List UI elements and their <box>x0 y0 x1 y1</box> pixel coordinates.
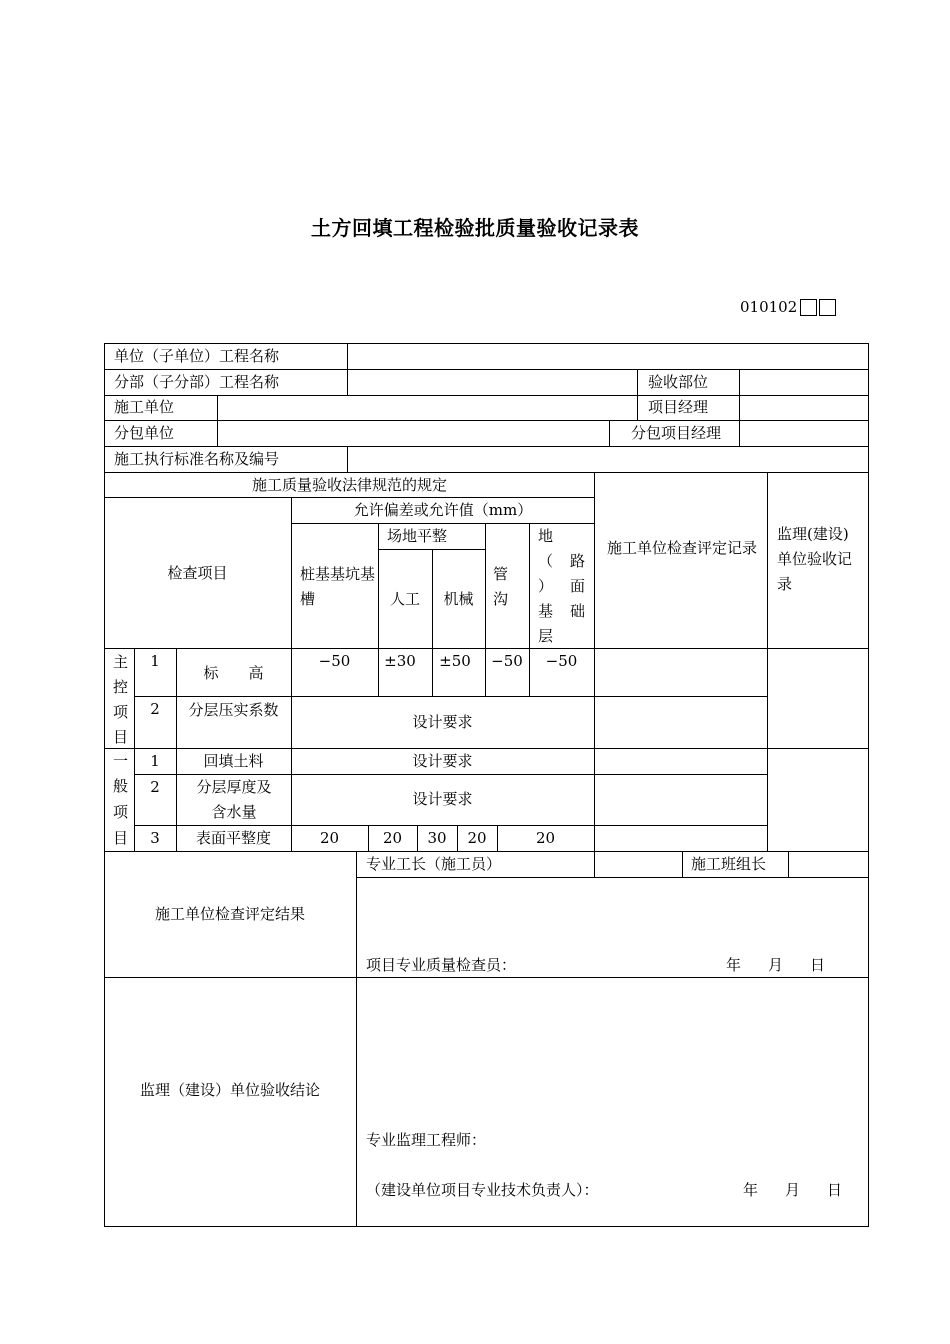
general-item-2-no: 2 <box>150 778 160 796</box>
header-manual: 人工 <box>389 590 420 608</box>
label-foreman: 专业工长（施工员） <box>366 855 502 873</box>
grid-line <box>788 851 789 877</box>
header-construction-eval: 施工单位检查评定记录 <box>606 539 757 557</box>
general-item-3-name: 表面平整度 <box>195 829 271 847</box>
grid-line <box>347 343 348 395</box>
grid-line <box>356 877 869 878</box>
general-item-2-name: 分层厚度及含水量 <box>196 778 272 821</box>
main-item-1-value: −50 <box>491 652 523 670</box>
header-check-item: 检查项目 <box>167 564 228 582</box>
date-year: 年 <box>726 956 742 974</box>
header-supervision: 监理(建设)单位验收记录 <box>777 525 853 593</box>
general-items-label-char: 般 <box>113 777 129 795</box>
grid-line <box>594 851 595 877</box>
header-ground-base-char: （ <box>538 552 554 570</box>
label-construction-unit: 施工单位 <box>114 398 175 416</box>
header-ground-base-char: 层 <box>538 627 554 645</box>
main-item-1-value: ±30 <box>384 652 416 670</box>
grid-line <box>217 395 218 446</box>
grid-line <box>739 369 740 446</box>
main-item-2-name: 分层压实系数 <box>188 701 279 719</box>
date-year: 年 <box>743 1181 759 1199</box>
label-standard-name: 施工执行标准名称及编号 <box>114 450 280 468</box>
grid-line <box>767 472 768 851</box>
grid-line <box>356 851 357 1227</box>
general-item-2-value: 设计要求 <box>412 790 473 808</box>
main-items-label-char: 主 <box>113 653 129 671</box>
main-item-1-name: 标 高 <box>203 664 264 682</box>
general-item-1-no: 1 <box>150 752 160 770</box>
label-supervision-conclusion: 监理（建设）单位验收结论 <box>139 1081 320 1099</box>
header-regulation: 施工质量验收法律规范的规定 <box>251 476 447 494</box>
label-acceptance-part: 验收部位 <box>648 373 709 391</box>
main-items-label-char: 项 <box>113 703 129 721</box>
document-title: 土方回填工程检验批质量验收记录表 <box>311 216 639 240</box>
header-ground-base-char: 地 <box>538 527 554 545</box>
form-code-number: 010102 <box>740 298 798 316</box>
label-quality-inspector: 项目专业质量检查员： <box>366 956 517 974</box>
main-items-label-char: 目 <box>113 728 129 746</box>
label-subcontract-unit: 分包单位 <box>114 424 175 442</box>
general-items-label-char: 一 <box>113 752 129 770</box>
main-item-1-no: 1 <box>150 652 160 670</box>
general-item-3-value: 20 <box>467 829 487 847</box>
header-pile: 桩基基坑基槽 <box>300 565 376 608</box>
grid-line <box>104 1226 869 1227</box>
label-project-manager: 项目经理 <box>648 398 709 416</box>
general-items-label-char: 目 <box>113 829 129 847</box>
header-ground-base-char: 础 <box>570 602 586 620</box>
header-pipe-trench: 管沟 <box>493 565 509 608</box>
label-eval-result: 施工单位检查评定结果 <box>154 905 305 923</box>
date-month: 月 <box>785 1181 801 1199</box>
header-site-leveling: 场地平整 <box>386 527 447 545</box>
general-item-3-value: 20 <box>319 829 340 847</box>
grid-line <box>637 369 638 421</box>
main-items-label-char: 控 <box>113 678 129 696</box>
label-subcontract-manager: 分包项目经理 <box>631 424 722 442</box>
general-items-label-char: 项 <box>113 803 129 821</box>
main-item-1-value: −50 <box>318 652 351 670</box>
general-item-1-value: 设计要求 <box>412 752 473 770</box>
grid-line <box>104 420 869 421</box>
date-day: 日 <box>810 956 826 974</box>
header-tolerance: 允许偏差或允许值（mm） <box>353 501 533 519</box>
grid-line <box>134 696 768 697</box>
header-ground-base-char: 基 <box>538 602 554 620</box>
header-ground-base-char: ） <box>538 577 554 595</box>
grid-line <box>594 472 595 851</box>
general-item-1-name: 回填土料 <box>203 752 264 770</box>
general-item-3-no: 3 <box>150 829 160 847</box>
label-sub-project-name: 分部（子分部）工程名称 <box>114 373 280 391</box>
grid-line <box>682 851 683 877</box>
grid-line <box>609 420 610 446</box>
header-mechanical: 机械 <box>443 590 474 608</box>
grid-line <box>104 395 869 396</box>
label-team-leader: 施工班组长 <box>691 855 767 873</box>
main-item-1-value: ±50 <box>439 652 471 670</box>
general-item-3-value: 30 <box>427 829 447 847</box>
grid-line <box>868 343 869 1227</box>
main-item-1-value: −50 <box>545 652 578 670</box>
main-item-2-no: 2 <box>150 700 160 718</box>
label-unit-project-name: 单位（子单位）工程名称 <box>114 347 280 365</box>
header-ground-base-char: 面 <box>570 577 586 595</box>
general-item-3-value: 20 <box>382 829 403 847</box>
date-day: 日 <box>827 1181 843 1199</box>
general-item-3-value: 20 <box>535 829 556 847</box>
date-month: 月 <box>768 956 784 974</box>
grid-line <box>347 446 348 472</box>
label-owner-tech: （建设单位项目专业技术负责人）： <box>366 1181 599 1199</box>
header-ground-base-char: 路 <box>570 552 586 570</box>
label-supervision-engineer: 专业监理工程师： <box>366 1131 487 1149</box>
main-item-2-value: 设计要求 <box>412 713 473 731</box>
